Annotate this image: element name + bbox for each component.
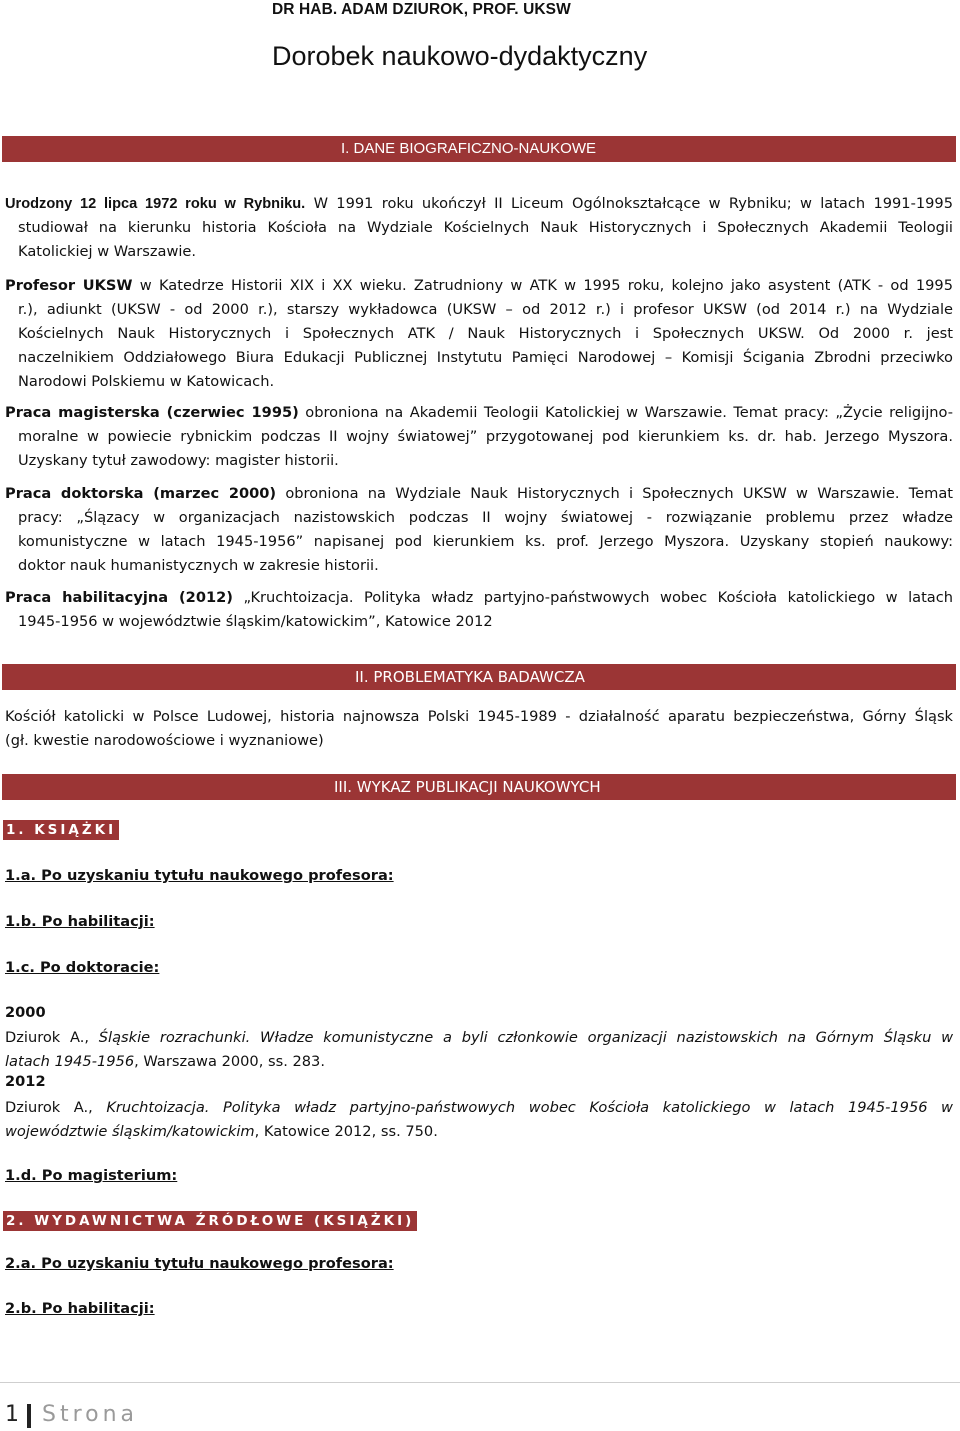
doctoral-thesis-label: Praca doktorska (marzec 2000) [5, 485, 277, 502]
masters-line-2: moralne w powiecie rybnickim podczas II wojny światowej” przygotowanej pod kierunkiem ks. dr. hab. Jerzego Myszora. [18, 428, 953, 445]
section-1-bar [2, 136, 956, 162]
publication-line-1 [5, 1026, 953, 1050]
section-1-label: I. DANE BIOGRAFICZNO-NAUKOWE [341, 140, 597, 157]
publication-line-2 [5, 1050, 953, 1074]
employment-line-1 [5, 274, 953, 298]
habilitation-line-1 [5, 586, 953, 610]
publication-title: Kruchtoizacja. Polityka władz partyjno-państwowych wobec Kościoła katolickiego w latach 1945-1956 w [106, 1099, 953, 1116]
masters-line-3: Uzyskany tytuł zawodowy: magister historii. [18, 452, 339, 469]
masters-thesis-label: Praca magisterska (czerwiec 1995) [5, 404, 299, 421]
publication-title-cont: województwie śląskim/katowickim [5, 1123, 255, 1140]
publication-details: , Warszawa 2000, ss. 283. [134, 1053, 325, 1070]
biography-paragraph [5, 192, 953, 264]
habilitation-paragraph [5, 586, 953, 634]
masters-thesis-paragraph [5, 401, 953, 473]
research-line-2: (gł. kwestie narodowościowe i wyznaniowe) [5, 732, 324, 749]
publication-author: Dziurok A., [5, 1029, 99, 1046]
biography-line-1 [5, 192, 953, 216]
publication-details: , Katowice 2012, ss. 750. [254, 1123, 438, 1140]
subheading-1c: 1.c. Po doktoracie: [5, 959, 160, 976]
document-author: DR HAB. ADAM DZIUROK, PROF. UKSW [272, 1, 571, 18]
employment-paragraph [5, 274, 953, 394]
employment-line-4: naczelnikiem Oddziałowego Biura Edukacji Publicznej Instytutu Pamięci Narodowej – Komisji Ścigania Zbrodni przeciwko [18, 349, 953, 366]
section-2-label: II. PROBLEMATYKA BADAWCZA [355, 668, 585, 686]
employment-line-3: Kościelnych Nauk Historycznych i Społecznych ATK / Nauk Historycznych i Społecznych UKSW. Od 2000 r. jest [18, 325, 953, 342]
section-3-label: III. WYKAZ PUBLIKACJI NAUKOWYCH [334, 778, 601, 796]
masters-line-1 [5, 401, 953, 425]
biography-line-3: Katolickiej w Warszawie. [18, 243, 197, 260]
subheading-1d: 1.d. Po magisterium: [5, 1167, 178, 1184]
doctoral-thesis-paragraph [5, 482, 953, 578]
publication-entry [5, 1096, 953, 1144]
doctoral-line-2: pracy: „Ślązacy w organizacjach nazistowskich podczas II wojny światowej - rozwiązanie problemu przez władze [18, 509, 953, 526]
position-title: Profesor UKSW [5, 277, 133, 294]
research-areas-paragraph [5, 705, 953, 753]
birth-statement: Urodzony 12 lipca 1972 roku w Rybniku. [5, 196, 306, 212]
habilitation-text: „Kruchtoizacja. Polityka władz partyjno-państwowych wobec Kościoła katolickiego w latach [243, 589, 954, 606]
employment-line-2: r.), adiunkt (UKSW - od 2000 r.), starszy wykładowca (UKSW – od 2012 r.) i profesor UKSW (od 2014 r.) na Wydziale [18, 301, 953, 318]
publication-title: Śląskie rozrachunki. Władze komunistyczne a byli członkowie organizacji nazistowskich na Górnym Śląsku w [98, 1029, 954, 1046]
habilitation-line-2: 1945-1956 w województwie śląskim/katowickim”, Katowice 2012 [18, 613, 493, 630]
page-number: 1 [5, 1402, 19, 1427]
document-title: Dorobek naukowo-dydaktyczny [272, 41, 648, 71]
education-text: W 1991 roku ukończył II Liceum Ogólnokształcące w Rybniku; w latach 1991-1995 [313, 195, 954, 212]
research-line-1: Kościół katolicki w Polsce Ludowej, historia najnowsza Polski 1945-1989 - działalność aparatu bezpieczeństwa, Górny Śląsk [5, 708, 953, 725]
section-2-bar [2, 664, 956, 690]
section-3-bar [2, 774, 956, 800]
publication-title-cont: latach 1945-1956 [5, 1053, 135, 1070]
masters-text: obroniona na Akademii Teologii Katolickiej w Warszawie. Temat pracy: „Życie religijno- [305, 404, 953, 421]
biography-line-2: studiował na kierunku historia Kościoła na Wydziale Kościelnych Nauk Historycznych i Społecznych Akademii Teologii [18, 219, 953, 236]
employment-line-5: Narodowi Polskiemu w Katowicach. [18, 373, 275, 390]
publication-author: Dziurok A., [5, 1099, 107, 1116]
page-separator [27, 1404, 31, 1428]
subheading-1b: 1.b. Po habilitacji: [5, 913, 155, 930]
doctoral-line-3: komunistyczne w latach 1945-1956” napisanej pod kierunkiem ks. prof. Jerzego Myszora. Uzyskany stopień naukowy: [18, 533, 953, 550]
subheading-2b: 2.b. Po habilitacji: [5, 1300, 155, 1317]
doctoral-text: obroniona na Wydziale Nauk Historycznych i Społecznych UKSW w Warszawie. Temat [285, 485, 953, 502]
page-label: Strona [42, 1402, 139, 1427]
subheading-1a: 1.a. Po uzyskaniu tytułu naukowego profesora: [5, 867, 394, 884]
publication-entry [5, 1026, 953, 1074]
habilitation-label: Praca habilitacyjna (2012) [5, 589, 233, 606]
footer-divider [0, 1382, 960, 1383]
publication-year: 2012 [5, 1073, 46, 1090]
books-heading: 1. KSIĄŻKI [3, 820, 119, 840]
publication-line-2 [5, 1120, 953, 1144]
sources-heading: 2. WYDAWNICTWA ŹRÓDŁOWE (KSIĄŻKI) [3, 1211, 417, 1231]
publication-year: 2000 [5, 1004, 46, 1021]
doctoral-line-4: doktor nauk humanistycznych w zakresie historii. [18, 557, 379, 574]
subheading-2a: 2.a. Po uzyskaniu tytułu naukowego profesora: [5, 1255, 394, 1272]
employment-text: w Katedrze Historii XIX i XX wieku. Zatrudniony w ATK w 1995 roku, kolejno jako asystent (ATK - od 1995 [139, 277, 953, 294]
doctoral-line-1 [5, 482, 953, 506]
publication-line-1 [5, 1096, 953, 1120]
